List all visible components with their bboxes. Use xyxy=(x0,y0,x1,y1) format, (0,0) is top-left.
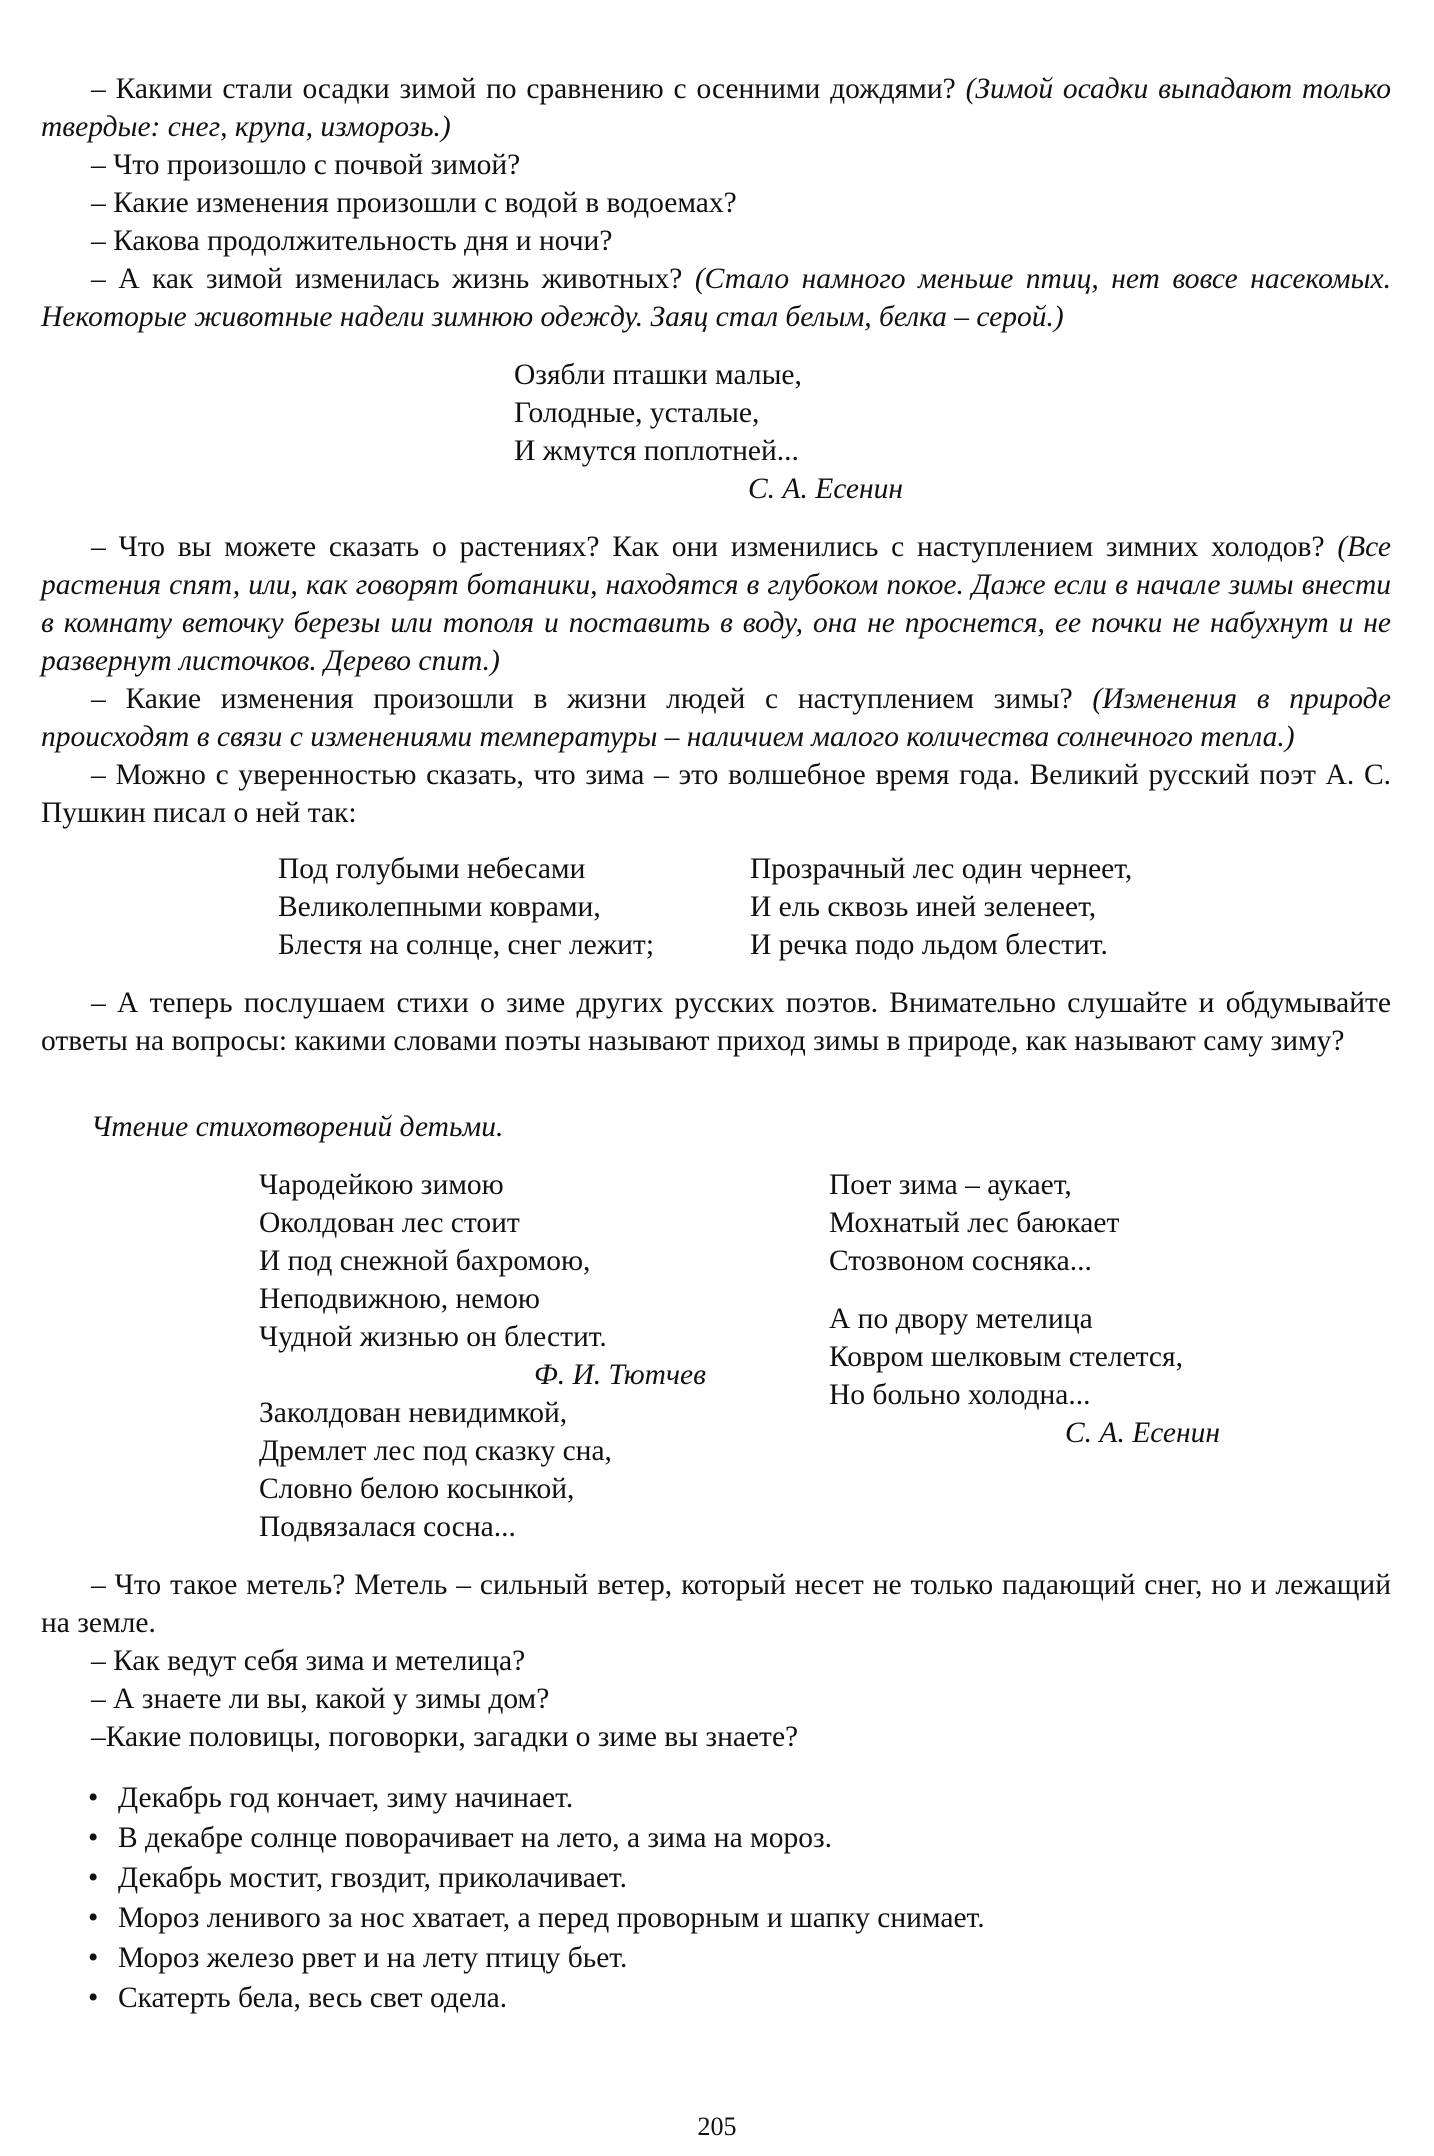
paragraph-text: – А как зимой изменилась жизнь животных? xyxy=(91,263,695,295)
paragraph-block-mid xyxy=(41,528,1391,832)
paragraph-text: – А знаете ли вы, какой у зимы дом? xyxy=(91,1683,550,1715)
paragraph xyxy=(41,184,1391,222)
poem-line: Озябли пташки малые, xyxy=(514,359,802,391)
poem-line: Неподвижною, немою xyxy=(259,1283,540,1315)
poem-line: Словно белою косынкой, xyxy=(259,1473,575,1505)
poem-line: Поет зима – аукает, xyxy=(829,1169,1072,1201)
poem-author: Ф. И. Тютчев xyxy=(534,1359,706,1391)
poem-line: Заколдован невидимкой, xyxy=(259,1397,568,1429)
proverb-list xyxy=(88,1778,985,2018)
poem-line: Подвязалася сосна... xyxy=(259,1511,516,1543)
poem-line: Чудной жизнью он блестит. xyxy=(259,1321,607,1353)
poem-line: А по двору метелица xyxy=(829,1303,1093,1335)
paragraph xyxy=(41,146,1391,184)
poem-esenin-2 xyxy=(829,1166,1220,1452)
list-item xyxy=(88,1858,985,1898)
poem-pushkin-right xyxy=(750,850,1132,964)
paragraph-text: – Какими стали осадки зимой по сравнению с осенними дождями? xyxy=(91,73,966,105)
list-item xyxy=(88,1818,985,1858)
poem-line: Чародейкою зимою xyxy=(259,1169,504,1201)
bullet-icon: • xyxy=(88,1902,99,1934)
poem-line: Великолепными коврами, xyxy=(278,891,601,923)
paragraph xyxy=(41,70,1391,146)
paragraph-text: – Что вы можете сказать о растениях? Как они изменились с наступлением зимних холодов? xyxy=(91,531,1338,563)
list-item-text: Декабрь мостит, гвоздит, приколачивает. xyxy=(118,1862,627,1894)
poem-author: С. А. Есенин xyxy=(748,473,904,505)
poem-line: И жмутся поплотней... xyxy=(514,435,799,467)
poem-line: И ель сквозь иней зеленеет, xyxy=(750,891,1097,923)
poem-esenin-1 xyxy=(514,356,903,508)
paragraph xyxy=(41,222,1391,260)
bullet-icon: • xyxy=(88,1982,99,2014)
paragraph xyxy=(41,756,1391,832)
poem-zakoldovan xyxy=(259,1394,612,1546)
paragraph xyxy=(41,260,1391,336)
paragraph-text: – Какие изменения произошли в жизни людей с наступлением зимы? xyxy=(91,683,1093,715)
poem-line: Стозвоном сосняка... xyxy=(829,1245,1092,1277)
poem-pushkin-left xyxy=(278,850,654,964)
list-item-text: Мороз ленивого за нос хватает, а перед проворным и шапку снимает. xyxy=(118,1902,985,1934)
bullet-icon: • xyxy=(88,1822,99,1854)
paragraph-text: – Что такое метель? Метель – сильный ветер, который несет не только падающий снег, но и лежащий на земле. xyxy=(41,1569,1391,1639)
paragraph-text: – Что произошло с почвой зимой? xyxy=(91,149,521,181)
paragraph-text: – Можно с уверенностью сказать, что зима – это волшебное время года. Великий русский поэт А. С. Пушкин писал о ней так: xyxy=(41,759,1391,829)
bullet-icon: • xyxy=(88,1782,99,1814)
bullet-icon: • xyxy=(88,1942,99,1974)
poem-tyutchev xyxy=(259,1166,706,1394)
poem-line: Ковром шелковым стелется, xyxy=(829,1341,1183,1373)
list-item xyxy=(88,1898,985,1938)
poem-line: Но больно холодна... xyxy=(829,1379,1091,1411)
poem-line: И речка подо льдом блестит. xyxy=(750,929,1108,961)
list-item xyxy=(88,1778,985,1818)
list-item xyxy=(88,1938,985,1978)
poem-author: С. А. Есенин xyxy=(1065,1417,1221,1449)
paragraph-text: – Какие изменения произошли с водой в водоемах? xyxy=(91,187,737,219)
paragraph xyxy=(41,1680,1391,1718)
poem-line: Прозрачный лес один чернеет, xyxy=(750,853,1133,885)
paragraph-block-listen xyxy=(41,984,1391,1060)
list-item-text: Скатерть бела, весь свет одела. xyxy=(118,1982,508,2014)
paragraph-answer: (Зимой осадки выпадают только твердые: снег, крупа, изморозь.) xyxy=(41,73,1392,143)
poem-line: И под снежной бахромою, xyxy=(259,1245,591,1277)
paragraph-answer: (Все растения спят, или, как говорят ботаники, находятся в глубоком покое. Даже если в начале зимы внести в комнату веточку березы или тополя и поставить в воду, она не проснется, ее почки не набухнут и не развернут листочков. Дерево спит.) xyxy=(41,531,1391,677)
paragraph-text: – Какова продолжительность дня и ночи? xyxy=(91,225,613,257)
paragraph xyxy=(41,1566,1391,1642)
paragraph-text: – Как ведут себя зима и метелица? xyxy=(91,1645,526,1677)
poem-line: Голодные, усталые, xyxy=(514,397,760,429)
paragraph-answer: (Стало намного меньше птиц, нет вовсе насекомых. Некоторые животные надели зимнюю одежду. Заяц стал белым, белка – серой.) xyxy=(41,263,1391,333)
list-item-text: Декабрь год кончает, зиму начинает. xyxy=(118,1782,574,1814)
paragraph-text: –Какие половицы, поговорки, загадки о зиме вы знаете? xyxy=(91,1721,799,1753)
poem-line: Блестя на солнце, снег лежит; xyxy=(278,929,655,961)
reading-heading: Чтение стихотворений детьми. xyxy=(91,1111,504,1143)
list-item-text: Мороз железо рвет и на лету птицу бьет. xyxy=(118,1942,628,1974)
list-item-text: В декабре солнце поворачивает на лето, а зима на мороз. xyxy=(118,1822,832,1854)
paragraph-text: – А теперь послушаем стихи о зиме других русских поэтов. Внимательно слушайте и обдумывайте ответы на вопросы: какими словами поэты называют приход зимы в природе, как называют саму зиму? xyxy=(41,987,1391,1057)
page-number: 205 xyxy=(697,2112,737,2141)
paragraph-block-bottom xyxy=(41,1566,1391,1756)
poem-line: Под голубыми небесами xyxy=(278,853,586,885)
poem-line: Дремлет лес под сказку сна, xyxy=(259,1435,612,1467)
paragraph xyxy=(41,1642,1391,1680)
bullet-icon: • xyxy=(88,1862,99,1894)
poem-line: Околдован лес стоит xyxy=(259,1207,520,1239)
poem-line: Мохнатый лес баюкает xyxy=(829,1207,1120,1239)
list-item xyxy=(88,1978,985,2018)
paragraph-answer: (Изменения в природе происходят в связи с изменениями температуры – наличием малого количества солнечного тепла.) xyxy=(41,683,1391,753)
paragraph xyxy=(41,1718,1391,1756)
paragraph xyxy=(41,984,1391,1060)
paragraph-block-top xyxy=(41,70,1391,336)
paragraph xyxy=(41,680,1391,756)
paragraph xyxy=(41,528,1391,680)
